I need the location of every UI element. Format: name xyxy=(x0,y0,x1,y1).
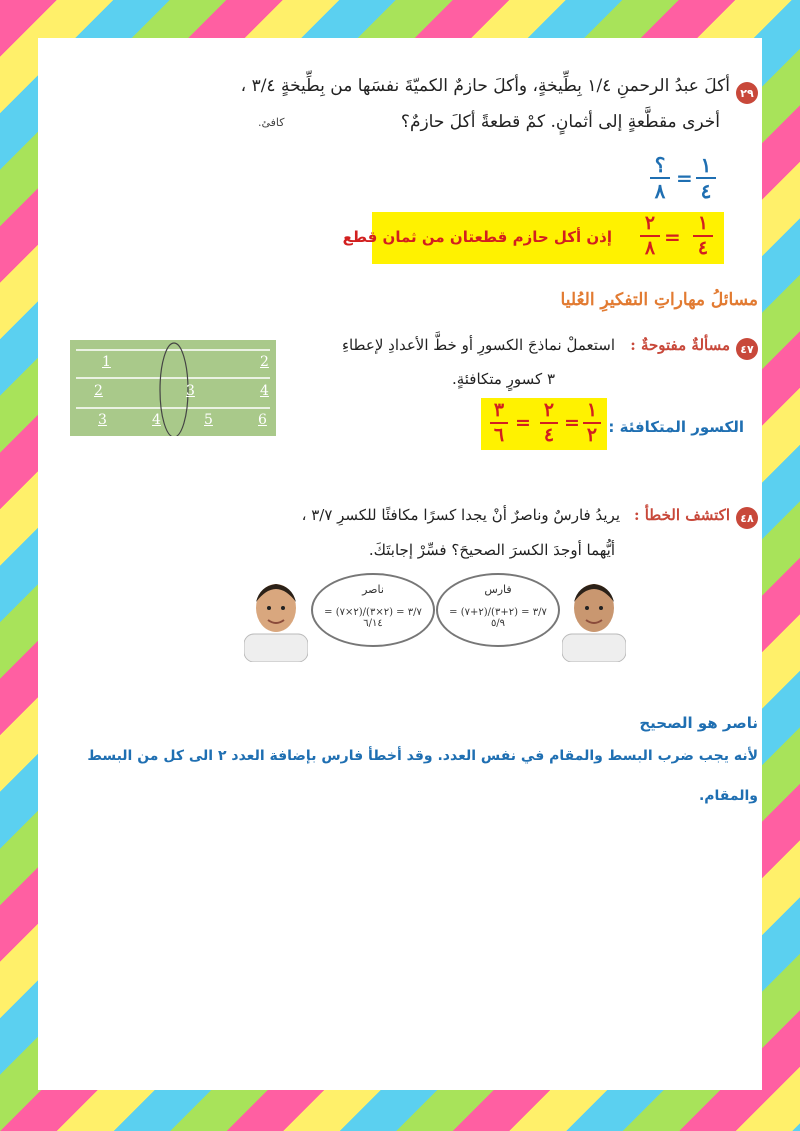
question-29-note: كافئ. xyxy=(258,116,285,129)
eq2-equals-sign: = xyxy=(664,225,681,249)
eq2-left-numerator: ١ xyxy=(697,212,709,234)
fraction-3-denominator: ٦ xyxy=(493,424,505,446)
question-48-line-1: يريدُ فارسٌ وناصرٌ أنْ يجدا كسرًا مكافئًا للكسرِ ٣/٧ ، xyxy=(301,506,620,524)
fraction-number-line-model xyxy=(70,340,276,436)
answer-48-title: ناصر هو الصحيح xyxy=(639,714,758,732)
question-48-line-2: أيُّهما أوجدَ الكسرَ الصحيحَ؟ فسِّرْ إجابتَكَ. xyxy=(368,541,615,559)
nasser-speech-bubble xyxy=(311,573,435,647)
fraction-2-denominator: ٤ xyxy=(543,424,555,446)
model-row-3-label-3: 5 xyxy=(204,412,213,428)
model-row-1-label-1: 1 xyxy=(102,354,111,370)
section-title: مسائلُ مهاراتِ التفكيرِ العُليا xyxy=(560,290,758,310)
eq2-left-denominator: ٤ xyxy=(697,237,709,259)
eq1-equals-sign: = xyxy=(676,166,693,190)
fraction-1 xyxy=(583,401,601,445)
equals-sign-2: = xyxy=(515,412,531,434)
question-29-line-2: أخرى مقطَّعةٍ إلى أثمانٍ. كمْ قطعةً أكلَ حازمٌ؟ xyxy=(400,112,720,132)
fares-photo xyxy=(562,572,626,662)
question-47-line-1: استعملْ نماذجَ الكسورِ أو خطَّ الأعدادِ لإعطاءِ xyxy=(341,336,615,354)
model-row-2-label-3: 4 xyxy=(260,383,269,399)
eq1-left-denominator: ٤ xyxy=(700,179,712,203)
question-47-line-2: ٣ كسورٍ متكافئةٍ. xyxy=(451,370,555,388)
eq2-right-fraction xyxy=(640,214,660,258)
eq1-left-fraction xyxy=(696,155,716,201)
nasser-name: ناصر xyxy=(362,583,384,596)
eq1-right-fraction xyxy=(650,155,670,201)
eq1-right-denominator: ٨ xyxy=(654,179,666,203)
question-29-number: ٢٩ xyxy=(736,82,758,104)
answer-48-line-1: لأنه يجب ضرب البسط والمقام في نفس العدد. وقد أخطأ فارس بإضافة العدد ٢ الى كل من البسط xyxy=(87,748,758,764)
fraction-3 xyxy=(490,401,508,445)
question-48-number: ٤٨ xyxy=(736,507,758,529)
answer-48-line-2: والمقام. xyxy=(698,788,758,804)
fares-name: فارس xyxy=(484,583,512,596)
fares-equation: ٣/٧ = (٢+٣)/(٢+٧) = ٥/٩ xyxy=(449,607,547,629)
question-29-line-1: أكلَ عبدُ الرحمنِ ١/٤ بِطِّيخةٍ، وأكلَ حازمٌ الكميّةَ نفسَها من بِطِّيخةٍ ٣/٤ ، xyxy=(240,76,730,96)
model-row-3-label-4: 6 xyxy=(258,412,267,428)
eq1-right-numerator: ؟ xyxy=(654,153,666,177)
eq2-right-numerator: ٢ xyxy=(644,212,656,234)
question-48-label: اكتشف الخطأ : xyxy=(633,506,730,524)
answer-29-text: إذن أكل حازم قطعتان من ثمان قطع xyxy=(342,228,612,246)
eq1-left-numerator: ١ xyxy=(700,153,712,177)
model-row-1-label-2: 2 xyxy=(260,354,269,370)
fraction-2-numerator: ٢ xyxy=(543,399,555,421)
model-row-2-label-1: 2 xyxy=(94,383,103,399)
eq2-left-fraction xyxy=(693,214,713,258)
fares-speech-bubble xyxy=(436,573,560,647)
fraction-3-numerator: ٣ xyxy=(493,399,505,421)
question-47-number: ٤٧ xyxy=(736,338,758,360)
model-row-2-label-2: 3 xyxy=(186,383,195,399)
fraction-1-denominator: ٢ xyxy=(586,424,598,446)
nasser-photo xyxy=(244,572,308,662)
nasser-equation: ٣/٧ = (٢×٣)/(٢×٧) = ٦/١٤ xyxy=(324,607,422,629)
model-row-3-label-1: 3 xyxy=(98,412,107,428)
fraction-2 xyxy=(540,401,558,445)
equivalent-fractions-label: الكسور المتكافئة : xyxy=(608,418,744,436)
equals-sign-1: = xyxy=(564,412,580,434)
eq2-right-denominator: ٨ xyxy=(644,237,656,259)
fraction-1-numerator: ١ xyxy=(586,399,598,421)
model-row-3-label-2: 4 xyxy=(152,412,161,428)
question-47-label: مسألةٌ مفتوحةٌ : xyxy=(630,336,730,354)
